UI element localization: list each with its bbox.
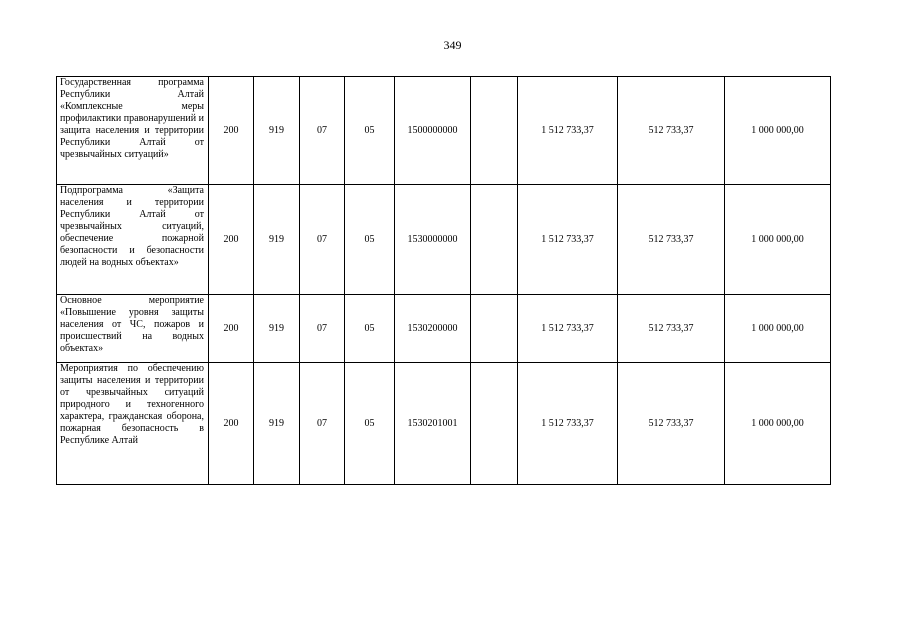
table-row xyxy=(57,77,831,185)
vr-cell xyxy=(471,363,518,485)
section-cell: 07 xyxy=(300,185,345,295)
budget-table xyxy=(56,76,831,485)
dept-cell: 919 xyxy=(254,77,300,185)
vr-cell xyxy=(471,77,518,185)
dept-cell: 919 xyxy=(254,185,300,295)
sum-1-cell: 512 733,37 xyxy=(618,77,725,185)
sum-total-cell: 1 512 733,37 xyxy=(518,363,618,485)
csr-cell: 1530000000 xyxy=(395,185,471,295)
code-cell: 200 xyxy=(209,363,254,485)
code-cell: 200 xyxy=(209,77,254,185)
table-row xyxy=(57,363,831,485)
subsection-cell: 05 xyxy=(345,185,395,295)
vr-cell xyxy=(471,295,518,363)
section-cell: 07 xyxy=(300,363,345,485)
sum-total-cell: 1 512 733,37 xyxy=(518,185,618,295)
section-cell: 07 xyxy=(300,295,345,363)
dept-cell: 919 xyxy=(254,295,300,363)
sum-2-cell: 1 000 000,00 xyxy=(725,363,831,485)
vr-cell xyxy=(471,185,518,295)
dept-cell: 919 xyxy=(254,363,300,485)
sum-1-cell: 512 733,37 xyxy=(618,363,725,485)
sum-2-cell: 1 000 000,00 xyxy=(725,295,831,363)
subsection-cell: 05 xyxy=(345,363,395,485)
code-cell: 200 xyxy=(209,295,254,363)
row-name-cell: Подпрограмма «Защита населения и территории Республики Алтай от чрезвычайных ситуаций, обеспечение пожарной безопасности и безопасности людей на водных объектах» xyxy=(57,185,209,295)
sum-1-cell: 512 733,37 xyxy=(618,185,725,295)
sum-1-cell: 512 733,37 xyxy=(618,295,725,363)
sum-2-cell: 1 000 000,00 xyxy=(725,185,831,295)
subsection-cell: 05 xyxy=(345,77,395,185)
code-cell: 200 xyxy=(209,185,254,295)
section-cell: 07 xyxy=(300,77,345,185)
subsection-cell: 05 xyxy=(345,295,395,363)
page-number: 349 xyxy=(443,38,462,52)
csr-cell: 1530201001 xyxy=(395,363,471,485)
csr-cell: 1500000000 xyxy=(395,77,471,185)
sum-total-cell: 1 512 733,37 xyxy=(518,295,618,363)
csr-cell: 1530200000 xyxy=(395,295,471,363)
sum-2-cell: 1 000 000,00 xyxy=(725,77,831,185)
row-name-cell: Мероприятия по обеспечению защиты населения и территории от чрезвычайных ситуаций природного и техногенного характера, гражданская оборона, пожарная безопасность в Республике Алтай xyxy=(57,363,209,485)
sum-total-cell: 1 512 733,37 xyxy=(518,77,618,185)
row-name-cell: Основное мероприятие «Повышение уровня защиты населения от ЧС, пожаров и происшествий на водных объектах» xyxy=(57,295,209,363)
table-row xyxy=(57,185,831,295)
table-row xyxy=(57,295,831,363)
row-name-cell: Государственная программа Республики Алтай «Комплексные меры профилактики правонарушений и защита населения и территории Республики Алтай от чрезвычайных ситуаций» xyxy=(57,77,209,185)
